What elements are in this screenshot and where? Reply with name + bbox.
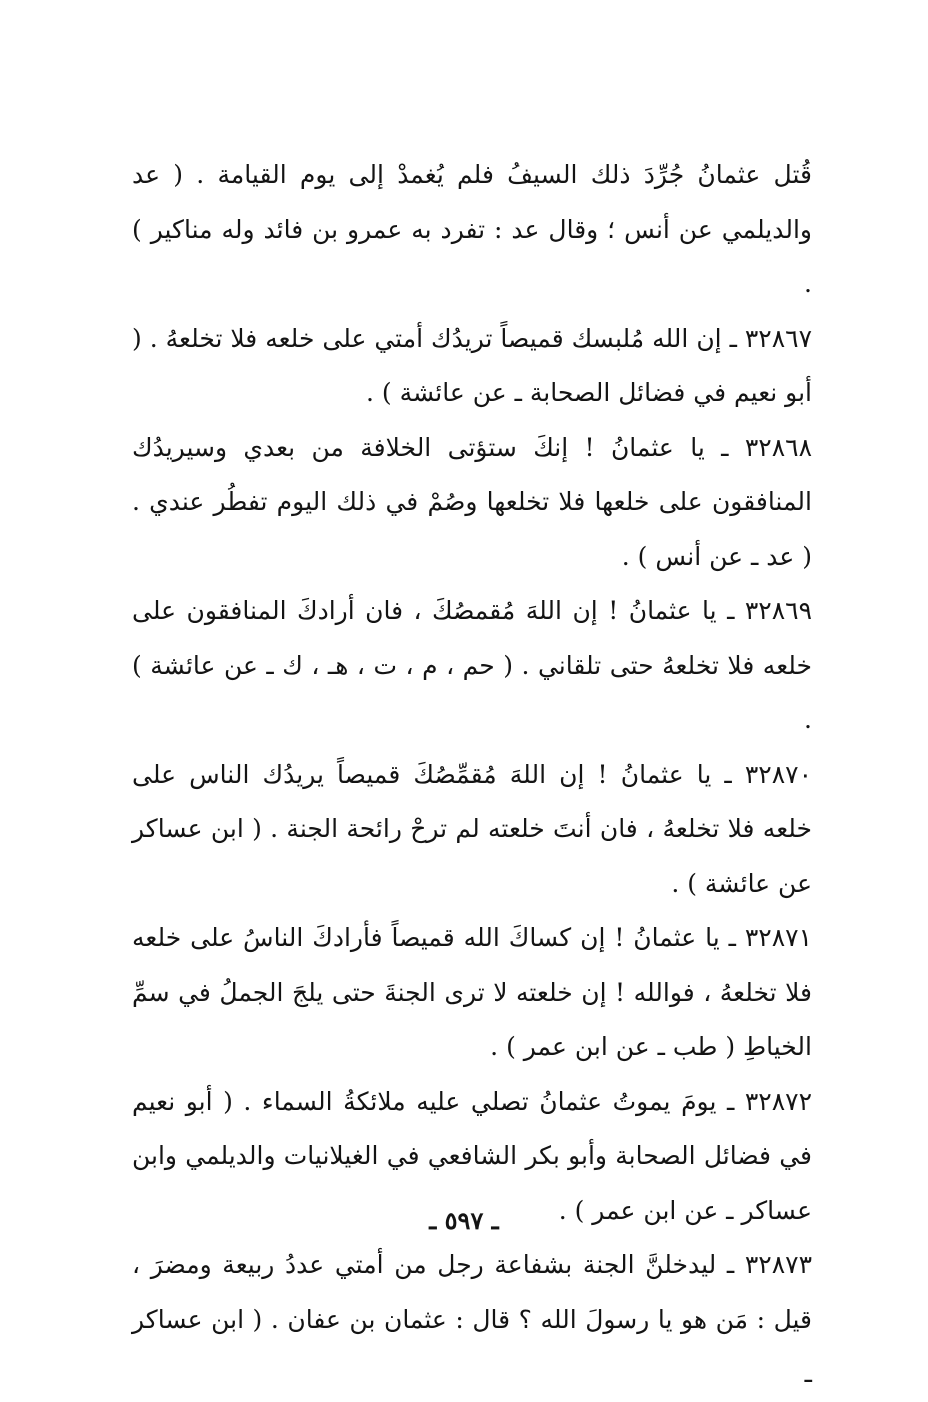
hadith-32869: ٣٢٨٦٩ ـ يا عثمانُ ! إن اللهَ مُقمصُكَ ، فان أرادكَ المنافقون على خلعه فلا تخلعهُ حتى تلقاني . ( حم ، م ، ت ، هـ ، ك ـ عن عائشة ) . — [132, 596, 812, 734]
hadith-32871: ٣٢٨٧١ ـ يا عثمانُ ! إن كساكَ الله قميصاً فأرادكَ الناسُ على خلعه فلا تخلعهُ ، فوالله ! إن خلعته لا ترى الجنةَ حتى يلجَ الجملُ في سمِّ الخياطِ ( طب ـ عن ابن عمر ) . — [132, 923, 812, 1061]
paragraph-continuation: قُتل عثمانُ جُرِّدَ ذلك السيفُ فلم يُغمدْ إلى يوم القيامة . ( عد والديلمي عن أنس ؛ وقال عد : تفرد به عمرو بن فائد وله مناكير ) . — [132, 160, 812, 298]
hadith-32873: ٣٢٨٧٣ ـ ليدخلنَّ الجنة بشفاعة رجل من أمتي عددُ ربيعة ومضرَ ، قيل : مَن هو يا رسولَ الله ؟ قال : عثمان بن عفان . ( ابن عساكر ـ — [132, 1250, 812, 1388]
hadith-32870: ٣٢٨٧٠ ـ يا عثمانُ ! إن اللهَ مُقمِّصُكَ قميصاً يريدُك الناس على خلعه فلا تخلعهُ ، فان أنتَ خلعته لم ترحْ رائحة الجنة . ( ابن عساكر عن عائشة ) . — [132, 759, 812, 898]
hadith-32868: ٣٢٨٦٨ ـ يا عثمانُ ! إنكَ ستؤتى الخلافة من بعدي وسيريدُك المنافقون على خلعها فلا تخلعها وصُمْ في ذلك اليوم تفطُر عندي . ( عد ـ عن أنس ) . — [132, 432, 812, 571]
hadith-32867: ٣٢٨٦٧ ـ إن الله مُلبسك قميصاً تريدُك أمتي على خلعه فلا تخلعهُ . ( أبو نعيم في فضائل الصحابة ـ عن عائشة ) . — [132, 323, 812, 407]
hadith-32872: ٣٢٨٧٢ ـ يومَ يموتُ عثمانُ تصلي عليه ملائكةُ السماء . ( أبو نعيم في فضائل الصحابة وأبو بكر الشافعي في الغيلانيات والديلمي وابن عساكر ـ عن ابن عمر ) . — [132, 1086, 812, 1225]
page-number: ـ ٥٩٧ ـ — [429, 1206, 499, 1235]
